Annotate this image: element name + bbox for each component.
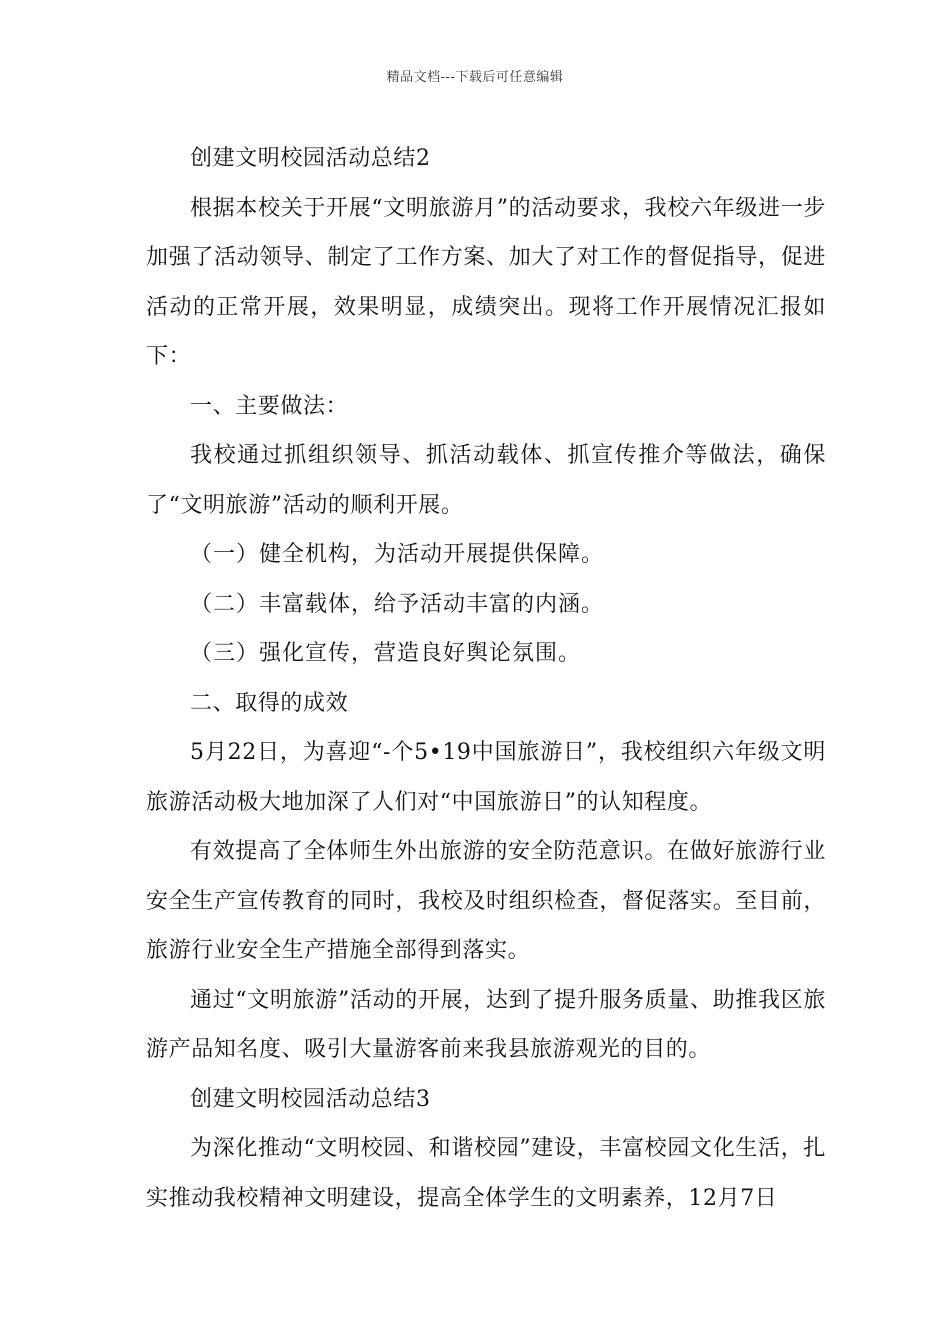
section-title-3: 创建文明校园活动总结3 <box>190 1086 431 1112</box>
heading-main-methods: 一、主要做法： <box>190 393 349 419</box>
methods-paragraph: 我校通过抓组织领导、抓活动载体、抓宣传推介等做法，确保了“文明旅游”活动的顺利开展。 <box>146 443 826 518</box>
section-title-2: 创建文明校园活动总结2 <box>190 146 431 171</box>
heading-results: 二、取得的成效 <box>190 690 349 716</box>
results-paragraph-3: 通过“文明旅游”活动的开展，达到了提升服务质量、助推我区旅游产品知名度、吸引大量游客前来我县旅游观光的目的。 <box>146 987 826 1062</box>
page-header: 精品文档---下载后可任意编辑 <box>386 70 564 85</box>
results-paragraph-2: 有效提高了全体师生外出旅游的安全防范意识。在做好旅游行业安全生产宣传教育的同时，我校及时组织检查，督促落实。至目前，旅游行业安全生产措施全部得到落实。 <box>146 839 826 963</box>
document-body <box>146 134 826 1223</box>
method-item-1: （一）健全机构，为活动开展提供保障。 <box>190 542 605 567</box>
method-item-2: （二）丰富载体，给予活动丰富的内涵。 <box>190 591 605 617</box>
intro-paragraph: 根据本校关于开展“文明旅游月”的活动要求，我校六年级进一步加强了活动领导、制定了工作方案、加大了对工作的督促指导，促进活动的正常开展，效果明显，成绩突出。现将工作开展情况汇报如下： <box>146 195 826 369</box>
method-item-3: （三）强化宣传，营造良好舆论氛围。 <box>190 641 582 666</box>
section-3-paragraph: 为深化推动“文明校园、和谐校园”建设，丰富校园文化生活，扎实推动我校精神文明建设，提高全体学生的文明素养，12月7日 <box>146 1136 826 1211</box>
results-paragraph-1: 5月22日，为喜迎“-个5•19中国旅游日”，我校组织六年级文明旅游活动极大地加深了人们对“中国旅游日”的认知程度。 <box>146 740 826 815</box>
